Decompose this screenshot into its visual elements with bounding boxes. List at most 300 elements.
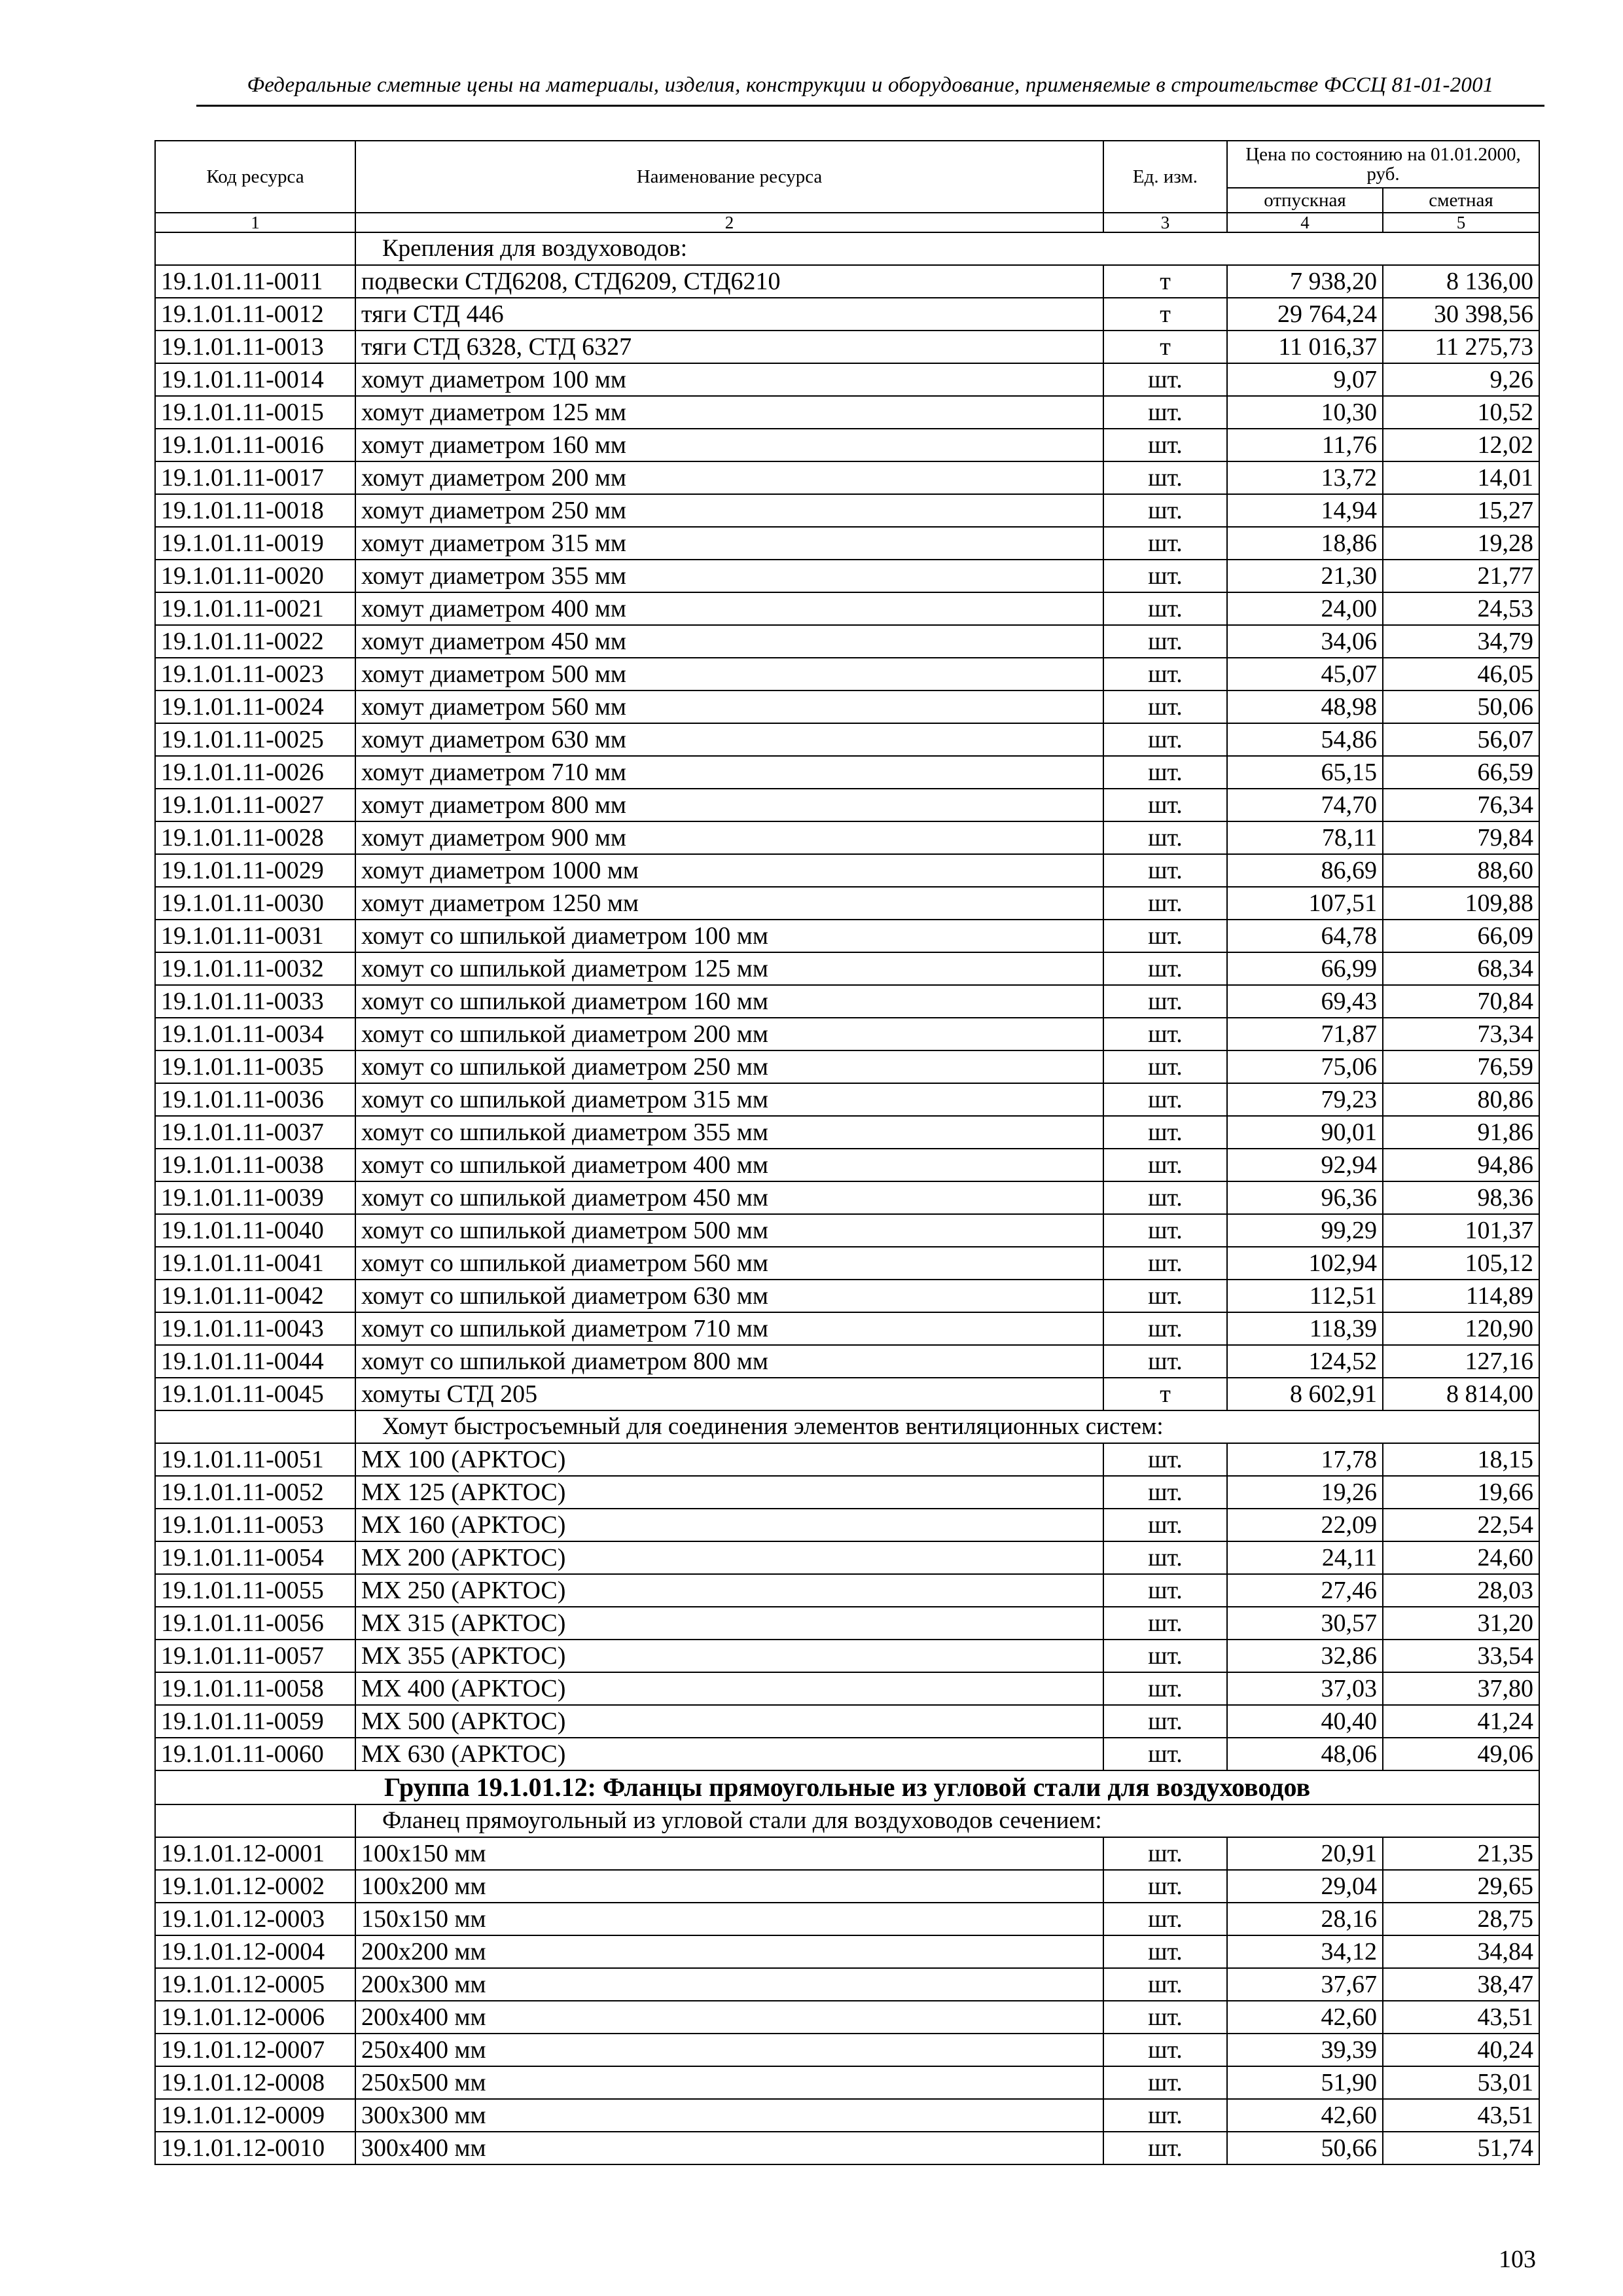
table-row	[155, 2034, 1539, 2066]
release-price: 74,70	[1227, 789, 1383, 821]
table-row	[155, 1968, 1539, 2001]
column-number: 3	[1103, 213, 1227, 232]
release-price: 18,86	[1227, 527, 1383, 560]
unit-cell: шт.	[1103, 1443, 1227, 1476]
release-price: 78,11	[1227, 821, 1383, 854]
resource-code: 19.1.01.11-0023	[155, 658, 355, 691]
release-price: 86,69	[1227, 854, 1383, 887]
table-row	[155, 494, 1539, 527]
unit-cell: шт.	[1103, 1705, 1227, 1738]
unit-cell: шт.	[1103, 592, 1227, 625]
resource-name: 200x200 мм	[355, 1935, 1103, 1968]
table-row	[155, 1018, 1539, 1050]
estimate-price: 22,54	[1383, 1509, 1539, 1541]
release-price: 102,94	[1227, 1247, 1383, 1280]
estimate-price: 28,03	[1383, 1574, 1539, 1607]
estimate-price: 12,02	[1383, 429, 1539, 461]
resource-name: МХ 400 (АРКТОС)	[355, 1672, 1103, 1705]
estimate-price: 80,86	[1383, 1083, 1539, 1116]
table-row	[155, 2001, 1539, 2034]
unit-cell: шт.	[1103, 756, 1227, 789]
table-row	[155, 1476, 1539, 1509]
estimate-price: 18,15	[1383, 1443, 1539, 1476]
resource-name: хомут диаметром 900 мм	[355, 821, 1103, 854]
table-row	[155, 429, 1539, 461]
unit-cell: шт.	[1103, 494, 1227, 527]
resource-name: 150x150 мм	[355, 1903, 1103, 1935]
table-row	[155, 1672, 1539, 1705]
unit-cell: шт.	[1103, 887, 1227, 920]
table-row	[155, 854, 1539, 887]
unit-cell: шт.	[1103, 1672, 1227, 1705]
resource-name: хомут диаметром 250 мм	[355, 494, 1103, 527]
estimate-price: 114,89	[1383, 1280, 1539, 1312]
resource-name: МХ 500 (АРКТОС)	[355, 1705, 1103, 1738]
table-row	[155, 1443, 1539, 1476]
resource-code: 19.1.01.11-0024	[155, 691, 355, 723]
table-row	[155, 1705, 1539, 1738]
resource-code: 19.1.01.11-0034	[155, 1018, 355, 1050]
resource-code: 19.1.01.11-0060	[155, 1738, 355, 1770]
unit-cell: шт.	[1103, 854, 1227, 887]
resource-code: 19.1.01.11-0056	[155, 1607, 355, 1640]
release-price: 39,39	[1227, 2034, 1383, 2066]
estimate-price: 79,84	[1383, 821, 1539, 854]
subheading-row	[155, 232, 1539, 265]
resource-code: 19.1.01.11-0054	[155, 1541, 355, 1574]
resource-name: 100x150 мм	[355, 1837, 1103, 1870]
resource-code: 19.1.01.12-0001	[155, 1837, 355, 1870]
unit-cell: шт.	[1103, 1280, 1227, 1312]
resource-code: 19.1.01.11-0026	[155, 756, 355, 789]
unit-cell: шт.	[1103, 1968, 1227, 2001]
release-price: 11,76	[1227, 429, 1383, 461]
resource-name: 300x400 мм	[355, 2132, 1103, 2164]
page-number: 103	[1499, 2246, 1536, 2273]
subheading: Крепления для воздуховодов:	[355, 232, 1539, 265]
unit-cell: т	[1103, 1378, 1227, 1410]
resource-name: хомут со шпилькой диаметром 315 мм	[355, 1083, 1103, 1116]
table-row	[155, 1345, 1539, 1378]
unit-cell: шт.	[1103, 396, 1227, 429]
release-price: 29 764,24	[1227, 298, 1383, 331]
resource-code: 19.1.01.11-0057	[155, 1640, 355, 1672]
resource-code: 19.1.01.11-0033	[155, 985, 355, 1018]
table-row	[155, 821, 1539, 854]
column-header-unit: Ед. изм.	[1103, 141, 1227, 213]
resource-code: 19.1.01.11-0038	[155, 1149, 355, 1181]
estimate-price: 43,51	[1383, 2099, 1539, 2132]
resource-code: 19.1.01.11-0051	[155, 1443, 355, 1476]
price-table	[154, 140, 1540, 2165]
unit-cell: шт.	[1103, 1050, 1227, 1083]
resource-code: 19.1.01.11-0014	[155, 363, 355, 396]
unit-cell: шт.	[1103, 1181, 1227, 1214]
resource-name: хомут диаметром 200 мм	[355, 461, 1103, 494]
resource-name: хомут диаметром 355 мм	[355, 560, 1103, 592]
resource-name: хомут диаметром 800 мм	[355, 789, 1103, 821]
unit-cell: шт.	[1103, 1837, 1227, 1870]
resource-code: 19.1.01.11-0058	[155, 1672, 355, 1705]
table-row	[155, 1574, 1539, 1607]
resource-name: хомут диаметром 450 мм	[355, 625, 1103, 658]
subheading-spacer	[155, 232, 355, 265]
unit-cell: шт.	[1103, 2034, 1227, 2066]
resource-code: 19.1.01.11-0015	[155, 396, 355, 429]
release-price: 79,23	[1227, 1083, 1383, 1116]
unit-cell: шт.	[1103, 429, 1227, 461]
estimate-price: 98,36	[1383, 1181, 1539, 1214]
release-price: 50,66	[1227, 2132, 1383, 2164]
unit-cell: шт.	[1103, 527, 1227, 560]
resource-code: 19.1.01.11-0025	[155, 723, 355, 756]
resource-name: хомут диаметром 710 мм	[355, 756, 1103, 789]
resource-name: хомут со шпилькой диаметром 800 мм	[355, 1345, 1103, 1378]
table-row	[155, 1509, 1539, 1541]
table-row	[155, 658, 1539, 691]
estimate-price: 24,53	[1383, 592, 1539, 625]
resource-name: хомут со шпилькой диаметром 100 мм	[355, 920, 1103, 952]
release-price: 7 938,20	[1227, 265, 1383, 298]
resource-code: 19.1.01.11-0035	[155, 1050, 355, 1083]
unit-cell: шт.	[1103, 1509, 1227, 1541]
table-row	[155, 1116, 1539, 1149]
release-price: 48,98	[1227, 691, 1383, 723]
resource-code: 19.1.01.11-0031	[155, 920, 355, 952]
table-row	[155, 789, 1539, 821]
estimate-price: 68,34	[1383, 952, 1539, 985]
subheading-row	[155, 1410, 1539, 1443]
resource-name: хомут со шпилькой диаметром 125 мм	[355, 952, 1103, 985]
release-price: 45,07	[1227, 658, 1383, 691]
estimate-price: 91,86	[1383, 1116, 1539, 1149]
estimate-price: 21,35	[1383, 1837, 1539, 1870]
unit-cell: шт.	[1103, 821, 1227, 854]
resource-code: 19.1.01.11-0037	[155, 1116, 355, 1149]
resource-name: хомут диаметром 1000 мм	[355, 854, 1103, 887]
release-price: 96,36	[1227, 1181, 1383, 1214]
estimate-price: 73,34	[1383, 1018, 1539, 1050]
table-row	[155, 1607, 1539, 1640]
estimate-price: 53,01	[1383, 2066, 1539, 2099]
unit-cell: шт.	[1103, 2099, 1227, 2132]
table-row	[155, 1640, 1539, 1672]
resource-code: 19.1.01.11-0027	[155, 789, 355, 821]
resource-name: хомут со шпилькой диаметром 200 мм	[355, 1018, 1103, 1050]
release-price: 118,39	[1227, 1312, 1383, 1345]
table-row	[155, 952, 1539, 985]
resource-code: 19.1.01.11-0036	[155, 1083, 355, 1116]
table-row	[155, 2099, 1539, 2132]
release-price: 24,11	[1227, 1541, 1383, 1574]
estimate-price: 88,60	[1383, 854, 1539, 887]
release-price: 107,51	[1227, 887, 1383, 920]
unit-cell: шт.	[1103, 952, 1227, 985]
estimate-price: 37,80	[1383, 1672, 1539, 1705]
release-price: 24,00	[1227, 592, 1383, 625]
running-header: Федеральные сметные цены на материалы, изделия, конструкции и оборудование, применяемые в строительстве ФССЦ 81-01-2001	[247, 73, 1494, 97]
resource-code: 19.1.01.12-0006	[155, 2001, 355, 2034]
release-price: 99,29	[1227, 1214, 1383, 1247]
estimate-price: 105,12	[1383, 1247, 1539, 1280]
unit-cell: шт.	[1103, 2132, 1227, 2164]
resource-code: 19.1.01.12-0005	[155, 1968, 355, 2001]
release-price: 92,94	[1227, 1149, 1383, 1181]
unit-cell: шт.	[1103, 1935, 1227, 1968]
resource-name: МХ 160 (АРКТОС)	[355, 1509, 1103, 1541]
table-row	[155, 985, 1539, 1018]
resource-code: 19.1.01.11-0019	[155, 527, 355, 560]
estimate-price: 41,24	[1383, 1705, 1539, 1738]
release-price: 9,07	[1227, 363, 1383, 396]
unit-cell: шт.	[1103, 691, 1227, 723]
table-row	[155, 625, 1539, 658]
estimate-price: 49,06	[1383, 1738, 1539, 1770]
table-row	[155, 592, 1539, 625]
release-price: 37,67	[1227, 1968, 1383, 2001]
resource-code: 19.1.01.11-0013	[155, 331, 355, 363]
unit-cell: шт.	[1103, 625, 1227, 658]
table-row	[155, 691, 1539, 723]
resource-code: 19.1.01.11-0021	[155, 592, 355, 625]
estimate-price: 34,84	[1383, 1935, 1539, 1968]
subheading: Хомут быстросъемный для соединения элементов вентиляционных систем:	[355, 1410, 1539, 1443]
resource-name: хомут диаметром 630 мм	[355, 723, 1103, 756]
resource-code: 19.1.01.11-0053	[155, 1509, 355, 1541]
estimate-price: 15,27	[1383, 494, 1539, 527]
release-price: 71,87	[1227, 1018, 1383, 1050]
resource-name: МХ 125 (АРКТОС)	[355, 1476, 1103, 1509]
column-header-estimate: сметная	[1383, 188, 1539, 213]
resource-code: 19.1.01.11-0043	[155, 1312, 355, 1345]
resource-name: хомут со шпилькой диаметром 400 мм	[355, 1149, 1103, 1181]
column-number: 5	[1383, 213, 1539, 232]
release-price: 21,30	[1227, 560, 1383, 592]
unit-cell: шт.	[1103, 723, 1227, 756]
table-row	[155, 723, 1539, 756]
unit-cell: шт.	[1103, 1345, 1227, 1378]
table-row	[155, 1050, 1539, 1083]
release-price: 20,91	[1227, 1837, 1383, 1870]
release-price: 37,03	[1227, 1672, 1383, 1705]
resource-code: 19.1.01.11-0028	[155, 821, 355, 854]
estimate-price: 19,66	[1383, 1476, 1539, 1509]
resource-code: 19.1.01.12-0003	[155, 1903, 355, 1935]
resource-name: хомут со шпилькой диаметром 250 мм	[355, 1050, 1103, 1083]
column-header-price-group: Цена по состоянию на 01.01.2000, руб.	[1227, 141, 1539, 188]
resource-name: хомут со шпилькой диаметром 630 мм	[355, 1280, 1103, 1312]
resource-name: хомут со шпилькой диаметром 160 мм	[355, 985, 1103, 1018]
table-row	[155, 265, 1539, 298]
header-rule	[196, 105, 1544, 107]
resource-code: 19.1.01.11-0012	[155, 298, 355, 331]
estimate-price: 9,26	[1383, 363, 1539, 396]
unit-cell: шт.	[1103, 1607, 1227, 1640]
resource-code: 19.1.01.11-0017	[155, 461, 355, 494]
release-price: 124,52	[1227, 1345, 1383, 1378]
unit-cell: шт.	[1103, 2066, 1227, 2099]
column-header-release: отпускная	[1227, 188, 1383, 213]
group-heading: Группа 19.1.01.12: Фланцы прямоугольные из угловой стали для воздуховодов	[155, 1770, 1539, 1804]
unit-cell: шт.	[1103, 789, 1227, 821]
table-row	[155, 1312, 1539, 1345]
release-price: 48,06	[1227, 1738, 1383, 1770]
estimate-price: 11 275,73	[1383, 331, 1539, 363]
unit-cell: т	[1103, 265, 1227, 298]
unit-cell: шт.	[1103, 1149, 1227, 1181]
release-price: 14,94	[1227, 494, 1383, 527]
resource-name: хомут со шпилькой диаметром 710 мм	[355, 1312, 1103, 1345]
table-row	[155, 1181, 1539, 1214]
table-row	[155, 756, 1539, 789]
release-price: 17,78	[1227, 1443, 1383, 1476]
resource-code: 19.1.01.11-0040	[155, 1214, 355, 1247]
unit-cell: шт.	[1103, 363, 1227, 396]
unit-cell: шт.	[1103, 1640, 1227, 1672]
resource-name: 250x500 мм	[355, 2066, 1103, 2099]
estimate-price: 70,84	[1383, 985, 1539, 1018]
column-header-code: Код ресурса	[155, 141, 355, 213]
resource-name: подвески СТД6208, СТД6209, СТД6210	[355, 265, 1103, 298]
resource-code: 19.1.01.11-0011	[155, 265, 355, 298]
table-row	[155, 887, 1539, 920]
release-price: 66,99	[1227, 952, 1383, 985]
table-row	[155, 1149, 1539, 1181]
resource-name: МХ 100 (АРКТОС)	[355, 1443, 1103, 1476]
release-price: 34,12	[1227, 1935, 1383, 1968]
column-number: 1	[155, 213, 355, 232]
resource-name: 250x400 мм	[355, 2034, 1103, 2066]
estimate-price: 56,07	[1383, 723, 1539, 756]
table-row	[155, 920, 1539, 952]
resource-name: хомут диаметром 125 мм	[355, 396, 1103, 429]
resource-code: 19.1.01.11-0020	[155, 560, 355, 592]
table-row	[155, 1083, 1539, 1116]
resource-name: хомут со шпилькой диаметром 355 мм	[355, 1116, 1103, 1149]
unit-cell: шт.	[1103, 1312, 1227, 1345]
release-price: 75,06	[1227, 1050, 1383, 1083]
resource-code: 19.1.01.12-0010	[155, 2132, 355, 2164]
release-price: 27,46	[1227, 1574, 1383, 1607]
unit-cell: шт.	[1103, 1214, 1227, 1247]
release-price: 11 016,37	[1227, 331, 1383, 363]
release-price: 22,09	[1227, 1509, 1383, 1541]
resource-code: 19.1.01.11-0039	[155, 1181, 355, 1214]
unit-cell: шт.	[1103, 920, 1227, 952]
release-price: 13,72	[1227, 461, 1383, 494]
estimate-price: 109,88	[1383, 887, 1539, 920]
resource-name: МХ 355 (АРКТОС)	[355, 1640, 1103, 1672]
table-row	[155, 331, 1539, 363]
table-row	[155, 560, 1539, 592]
estimate-price: 31,20	[1383, 1607, 1539, 1640]
resource-name: хомут со шпилькой диаметром 560 мм	[355, 1247, 1103, 1280]
resource-code: 19.1.01.12-0007	[155, 2034, 355, 2066]
resource-code: 19.1.01.11-0018	[155, 494, 355, 527]
estimate-price: 21,77	[1383, 560, 1539, 592]
estimate-price: 14,01	[1383, 461, 1539, 494]
column-number: 4	[1227, 213, 1383, 232]
estimate-price: 8 814,00	[1383, 1378, 1539, 1410]
unit-cell: шт.	[1103, 1247, 1227, 1280]
release-price: 10,30	[1227, 396, 1383, 429]
resource-name: хомут диаметром 1250 мм	[355, 887, 1103, 920]
estimate-price: 40,24	[1383, 2034, 1539, 2066]
unit-cell: шт.	[1103, 1116, 1227, 1149]
resource-code: 19.1.01.11-0052	[155, 1476, 355, 1509]
unit-cell: шт.	[1103, 658, 1227, 691]
table-row	[155, 461, 1539, 494]
release-price: 42,60	[1227, 2001, 1383, 2034]
release-price: 90,01	[1227, 1116, 1383, 1149]
estimate-price: 120,90	[1383, 1312, 1539, 1345]
subheading-spacer	[155, 1410, 355, 1443]
resource-name: хомут диаметром 500 мм	[355, 658, 1103, 691]
unit-cell: шт.	[1103, 2001, 1227, 2034]
table-row	[155, 1214, 1539, 1247]
resource-code: 19.1.01.11-0029	[155, 854, 355, 887]
estimate-price: 38,47	[1383, 1968, 1539, 2001]
resource-code: 19.1.01.11-0022	[155, 625, 355, 658]
table-row	[155, 298, 1539, 331]
resource-name: 300x300 мм	[355, 2099, 1103, 2132]
release-price: 40,40	[1227, 1705, 1383, 1738]
estimate-price: 76,34	[1383, 789, 1539, 821]
release-price: 65,15	[1227, 756, 1383, 789]
estimate-price: 50,06	[1383, 691, 1539, 723]
unit-cell: шт.	[1103, 1541, 1227, 1574]
estimate-price: 43,51	[1383, 2001, 1539, 2034]
resource-name: хомут со шпилькой диаметром 500 мм	[355, 1214, 1103, 1247]
release-price: 42,60	[1227, 2099, 1383, 2132]
estimate-price: 8 136,00	[1383, 265, 1539, 298]
resource-code: 19.1.01.11-0044	[155, 1345, 355, 1378]
resource-code: 19.1.01.11-0045	[155, 1378, 355, 1410]
resource-name: МХ 200 (АРКТОС)	[355, 1541, 1103, 1574]
table-row	[155, 2132, 1539, 2164]
resource-name: 200x300 мм	[355, 1968, 1103, 2001]
table-row	[155, 1247, 1539, 1280]
estimate-price: 66,09	[1383, 920, 1539, 952]
column-header-name: Наименование ресурса	[355, 141, 1103, 213]
table-row	[155, 1378, 1539, 1410]
table-row	[155, 396, 1539, 429]
table-row	[155, 1935, 1539, 1968]
release-price: 30,57	[1227, 1607, 1383, 1640]
estimate-price: 10,52	[1383, 396, 1539, 429]
unit-cell: шт.	[1103, 1903, 1227, 1935]
resource-name: 100x200 мм	[355, 1870, 1103, 1903]
unit-cell: т	[1103, 298, 1227, 331]
resource-name: хомут диаметром 400 мм	[355, 592, 1103, 625]
estimate-price: 30 398,56	[1383, 298, 1539, 331]
release-price: 51,90	[1227, 2066, 1383, 2099]
unit-cell: шт.	[1103, 1018, 1227, 1050]
table-row	[155, 1837, 1539, 1870]
resource-code: 19.1.01.11-0042	[155, 1280, 355, 1312]
unit-cell: шт.	[1103, 560, 1227, 592]
table-row	[155, 1738, 1539, 1770]
unit-cell: т	[1103, 331, 1227, 363]
release-price: 29,04	[1227, 1870, 1383, 1903]
resource-name: МХ 315 (АРКТОС)	[355, 1607, 1103, 1640]
resource-name: хомут со шпилькой диаметром 450 мм	[355, 1181, 1103, 1214]
resource-code: 19.1.01.11-0016	[155, 429, 355, 461]
unit-cell: шт.	[1103, 1574, 1227, 1607]
release-price: 34,06	[1227, 625, 1383, 658]
resource-name: хомуты СТД 205	[355, 1378, 1103, 1410]
resource-name: хомут диаметром 160 мм	[355, 429, 1103, 461]
